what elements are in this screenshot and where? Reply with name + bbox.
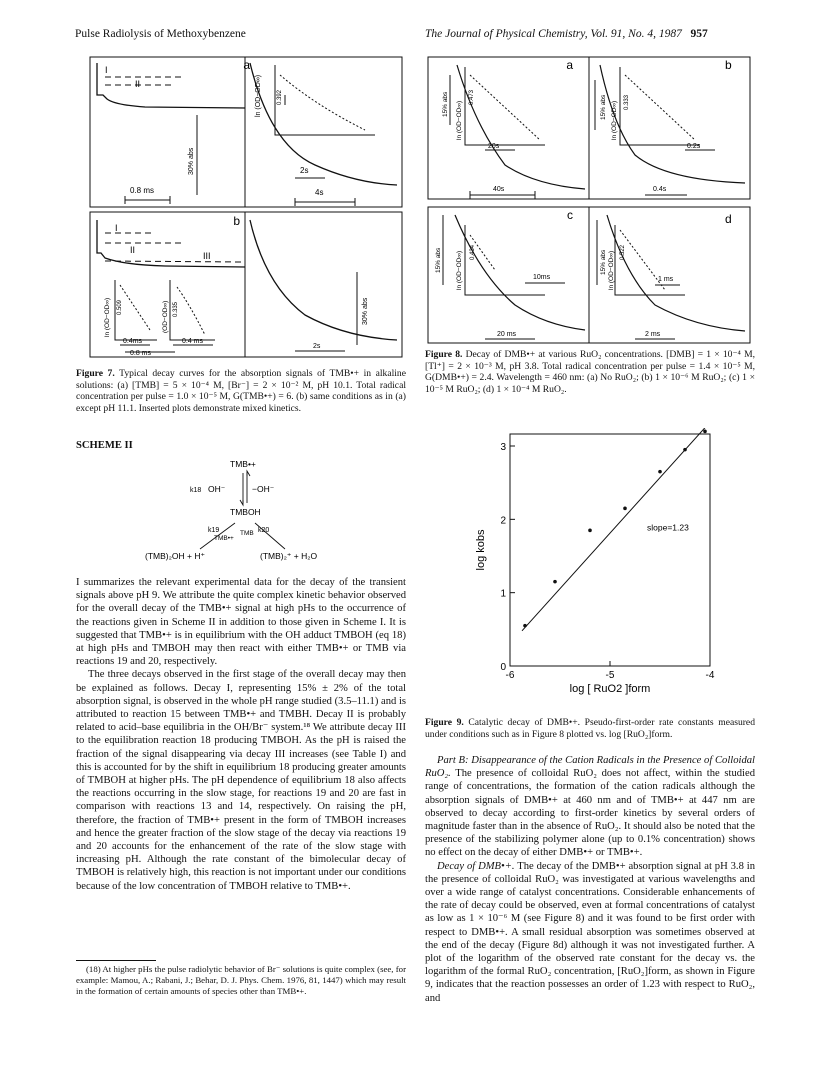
fig9-ytick-label: 3 [500,442,506,453]
scheme-product-left: (TMB)₂OH + H⁺ [145,551,205,561]
fig8b-time: 0.4s [653,186,667,193]
fig7b-decay-I: I [115,223,118,233]
right-column-body [425,754,755,1005]
fig8d-inset-time: 1 ms [658,276,674,283]
fig8b-axis: ln (OD−OD∞) [611,100,618,140]
running-header: Pulse Radiolysis of Methoxybenzene [75,28,246,40]
fig9-ylabel: log kobs [475,529,487,571]
fig7b-scale: 30% abs [362,297,369,325]
fig7b-inset1-value: 0.509 [117,299,123,315]
fig8b-inset-time: 0.2s [687,143,701,150]
partB-text: The presence of colloidal RuO₂ does not affect, within the studied range of concentrations, the formation of the cation radicals although the absorption signals of DMB•+ at 460 nm and of TMB•+ at 447 nm are observed to decay according to first-order kinetics by several orders of magnitude faster than in the absence of RuO₂. It should also be noted that the presence of the stabilizing polymer alone (up to 0.1% concentration) shows no effect on the decay of either DMB•+ or TMB•+. [425,768,755,859]
fig7a-scale: 30% abs [188,147,195,175]
footnote-rule [76,960,156,961]
fig7b-decay-III: III [203,251,211,261]
fig7b-inset2-time: 0.4 ms [182,338,204,345]
fig9-ytick-label: 0 [500,662,506,673]
fig7b-time-right: 2s [313,343,321,350]
scheme-tmb-right: TMB [240,530,254,537]
fig8-label-a: a [566,58,573,72]
fig8c-time: 20 ms [497,331,517,338]
fig7b-frame [90,212,402,357]
scheme-product-right: (TMB)₂⁺ + H₂O [260,551,318,561]
fig8d-inset-value: 0.522 [620,244,626,260]
fig8a-time: 40s [493,186,505,193]
fig9-xtick-label: -6 [505,670,515,681]
fig9-axes [510,434,710,666]
scheme-k20: k20 [258,527,270,534]
fig9-annotation: slope=1.23 [647,522,689,533]
figure-8-caption-text: Decay of DMB•+ at various RuO₂ concentrations. [DMB] = 1 × 10⁻⁴ M, [Tl⁺] = 2 × 10⁻³ M, pH 3.8. Total radical concentration per pulse = 1.4 × 10⁻⁵ M, G(DMB•+) = 2.4. Wavelength = 460 nm: (a) No RuO₂; (b) 1 × 10⁻⁶ M RuO₂; (c) 1 × 10⁻⁵ M RuO₂; (d) 1 × 10⁻⁴ M RuO₂. [425,349,755,395]
figure-9-caption [425,717,755,740]
fig9-xtick-label: -4 [705,670,715,681]
fig8d-abs: 15% abs [600,249,607,275]
fig9-data-point [623,507,627,511]
fig7a-decay-I: I [105,65,108,75]
fig8c-abs: 15% abs [435,247,442,273]
figure-9-chart [470,428,720,703]
fig7b-label: b [233,214,240,228]
fig7a-time-left: 0.8 ms [130,186,155,195]
fig9-xtick-label: -5 [605,670,615,681]
fig7a-inset-axis: ln (OD−OD∞) [255,74,262,117]
fig8d-time: 2 ms [645,331,661,338]
scheme-k19: k19 [208,527,220,534]
fig9-data-point [658,470,662,474]
fig7a-label: a [243,58,250,72]
fig9-ytick-label: 2 [500,515,506,527]
fig8-label-d: d [725,212,732,226]
figure-7 [85,55,405,365]
fig8-label-c: c [567,208,573,222]
scheme-oh-right: −OH⁻ [252,484,275,494]
fig9-data-point [553,580,557,584]
fig8b-inset-value: 0.333 [624,94,630,110]
scheme-oh-left: OH⁻ [208,484,226,494]
fig8a-axis: ln (OD−OD∞) [456,100,463,140]
dmb-heading: Decay of DMB•+. [437,860,515,872]
scheme-k18: k18 [190,487,202,494]
fig8c-inset-time: 10ms [533,274,551,281]
fig7a-decay-II: II [135,79,141,89]
scheme-title: SCHEME II [76,440,133,451]
fig8c-axis: ln (OD−OD∞) [456,250,463,290]
figure-7-caption [76,368,406,414]
figure-7-caption-label: Figure 7. [76,368,115,379]
fig7a-inset-value: 0.392 [277,89,283,105]
fig9-data-point [588,529,592,533]
footnote-18: (18) At higher pHs the pulse radiolytic behavior of Br⁻ solutions is quite complex (see, for example: Mamou, A.; Rabani, J.; Behar, D. J. Phys. Chem. 1976, 81, 1447) which may result in the formation of certain amounts of species other than TMB•+. [76,964,406,996]
fig7b-inset2-value: 0.335 [173,301,179,317]
scheme-tmb-left: TMB•+ [214,535,234,542]
fig8d-axis: ln (OD−OD∞) [608,250,615,290]
left-column-body [76,576,406,893]
scheme-ii [140,455,360,565]
fig8a-abs: 15% abs [442,91,449,117]
fig8b-abs: 15% abs [600,94,607,120]
fig8c-inset-value: 0.434 [470,244,476,260]
fig7b-inset1-time: 0.4ms [123,338,143,345]
fig7a-inset-time: 2s [300,166,309,175]
left-paragraph-2: The three decays observed in the first stage of the overall decay may then be explained as follows. Decay I, representing 15% ± 2% of the total absorption signal, is observed in the whole pH range studied (3.5–11.1) and is attributed to reaction 15 between TMB•+ and TMBH. Decay II is probably related to acid–base equilibria in the OH/Br⁻ system.¹⁸ We attribute decay III to the equilibration reaction 18 producing TMBOH. As the pH is raised the fraction of the signal disappearing via decay III increases (see Table I) and this is accounted for by the shift in equilibrium 18 producing greater amounts of TMBOH at higher pHs. The pH dependence of equilibrium 18 also affects the reactions occurring in the slow stage, for reactions 19 and 20 are fast in comparison with reactions 13 and 14, respectively. On raising the pH, therefore, the fraction of TMB•+ present in the form of TMBOH increases and hence the greater fraction of the slow stage of the decay via reactions 19 and 20 accounts for the enhancement of the rate of the slow stage with increasing pH. Although the rate constant of the bimolecular decay of TMBOH is relatively high, this reaction is not important under our conditions because of the low concentration of TMBOH relative to TMB•+. [76,669,407,892]
figure-8-caption-label: Figure 8. [425,349,463,360]
fig8a-inset-value: 0.473 [469,89,475,105]
fig9-data-point [703,430,707,434]
fig7b-time-left: 0.8 ms [130,350,152,357]
dmb-text: The decay of the DMB•+ absorption signal at pH 3.8 in the presence of colloidal RuO₂ was investigated at various wavelengths and over a wide range of catalyst concentrations. Considerable enhancements of the rate of decay could be observed, even at formal concentrations of catalyst as low as 1 × 10⁻⁶ M (see Figure 8) and it was found to be first order with respect to DMB•+. A small residual absorption was sometimes observed at the end of the decay (Figure 8d) although it was not investigated further. A plot of the logarithm of the observed rate constant for the decay vs. the logarithm of the formal RuO₂ concentration, [RuO₂]form, as shown in Figure 9, indicates that the reaction possesses an order of 1.23 with respect to RuO₂, and [425,860,755,1004]
page-number: 957 [690,28,708,40]
fig9-ytick-label: 1 [500,588,506,600]
fig7b-inset1-axis: ln (OD−OD∞) [104,297,111,337]
figure-9-caption-text: Catalytic decay of DMB•+. Pseudo-first-order rate constants measured under conditions such as in Figure 8 plotted vs. log [RuO₂]form. [425,717,755,740]
left-paragraph-1: I summarizes the relevant experimental data for the decay of the transient signals above pH 9. We attribute the quite complex kinetic behavior observed for the overall decay of the TMB•+ signal at high pHs to the occurrence of the reactions given in Scheme II in addition to those given in Scheme I. It is suggested that TMB•+ is in equilibrium with the OH adduct TMBOH (eq 18) at high pHs and TMBOH may then react with either TMB•+ or TMB via reactions 19 and 20, respectively. [76,577,406,668]
fig8a-inset-time: 20s [488,143,500,150]
fig8-label-b: b [725,58,732,72]
figure-7-caption-text: Typical decay curves for the absorption signals of TMB•+ in alkaline solutions: (a) [TMB] = 5 × 10⁻⁴ M, [Br⁻] = 2 × 10⁻² M, pH 10.1. Total radical concentration per pulse = 1.0 × 10⁻⁵ M, G(TMB•+) = 6. (b) same conditions as in (a) except pH 11.1. Inserted plots demonstrate mixed kinetics. [76,368,406,414]
figure-8-caption [425,349,755,395]
figure-9-caption-label: Figure 9. [425,717,464,728]
scheme-top: TMB•+ [230,459,256,469]
journal-header [425,28,708,40]
partB-heading: Part B: Disappearance of the Cation Radicals in the Presence of Colloidal RuO₂. [425,755,755,780]
journal-citation: The Journal of Physical Chemistry, Vol. 91, No. 4, 1987 [425,28,682,40]
scheme-middle: TMBOH [230,507,261,517]
fig7b-decay-II: II [130,245,136,255]
fig7b-inset2-axis: (OD−OD∞) [162,300,169,333]
fig9-xlabel: log [ RuO2 ]form [569,683,651,695]
figure-8 [425,55,755,347]
fig9-ticks [500,442,714,681]
fig7a-time-right: 4s [315,188,324,197]
